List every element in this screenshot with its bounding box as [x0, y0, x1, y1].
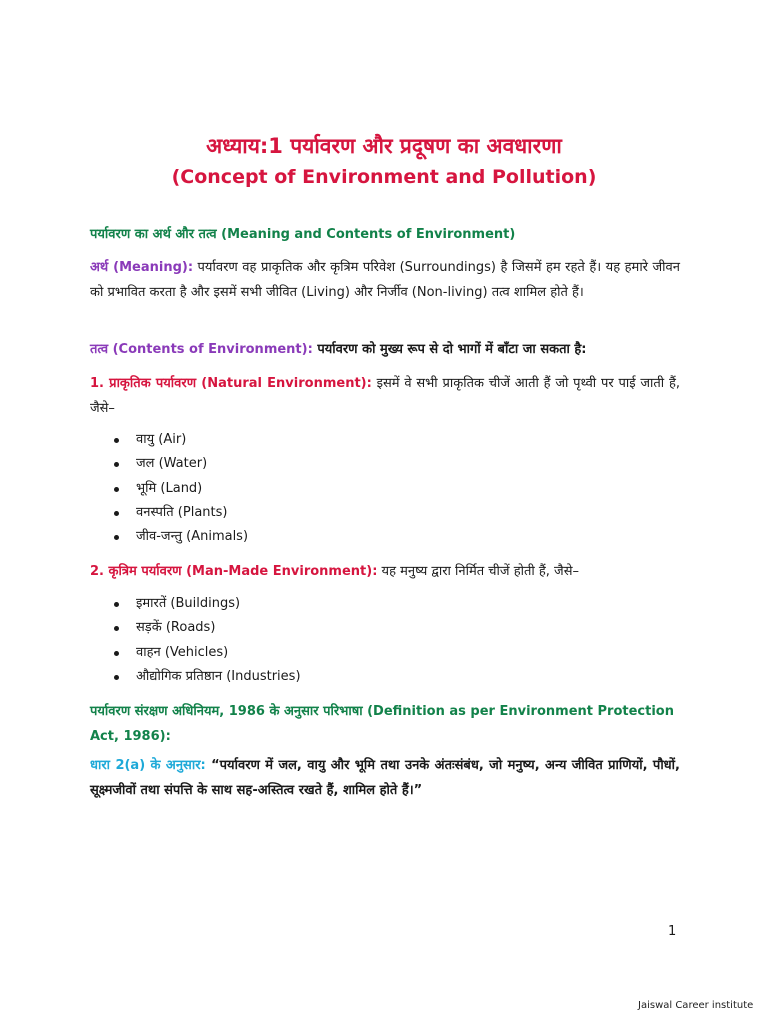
manmade-environment-paragraph	[90, 559, 680, 584]
manmade-environment-text: यह मनुष्य द्वारा निर्मित चीजें होती हैं, जैसे–	[377, 564, 579, 579]
natural-environment-list	[112, 428, 248, 549]
section-quote: “पर्यावरण में जल, वायु और भूमि तथा उनके अंतःसंबंध, जो मनुष्य, अन्य जीवित प्राणियों, पौधों, सूक्ष्मजीवों तथा संपत्ति के साथ सह-अस्तित्व रखते हैं, शामिल होते हैं।”	[90, 758, 680, 798]
page-number: 1	[668, 924, 677, 939]
list-item: जीव-जन्तु (Animals)	[112, 525, 248, 549]
contents-label: तत्व (Contents of Environment):	[90, 342, 313, 357]
list-item: वायु (Air)	[112, 428, 248, 452]
natural-environment-label: 1. प्राकृतिक पर्यावरण (Natural Environment):	[90, 376, 372, 391]
section-definition-paragraph	[90, 753, 680, 803]
list-item: वाहन (Vehicles)	[112, 641, 301, 665]
meaning-paragraph	[90, 255, 680, 305]
manmade-environment-label: 2. कृत्रिम पर्यावरण (Man-Made Environment):	[90, 564, 378, 579]
list-item: वनस्पति (Plants)	[112, 501, 248, 525]
chapter-title-hindi: अध्याय:1 पर्यावरण और प्रदूषण का अवधारणा	[206, 134, 562, 158]
manmade-environment-list	[112, 592, 301, 689]
list-item: इमारतें (Buildings)	[112, 592, 301, 616]
list-item: सड़कें (Roads)	[112, 616, 301, 640]
natural-environment-paragraph	[90, 371, 680, 421]
meaning-text: पर्यावरण वह प्राकृतिक और कृत्रिम परिवेश (Surroundings) है जिसमें हम रहते हैं। यह हमारे जीवन को प्रभावित करता है और इसमें सभी जीवित (Living) और निर्जीव (Non-living) तत्व शामिल होते हैं।	[90, 260, 680, 300]
section-label: धारा 2(a) के अनुसार:	[90, 758, 206, 773]
meaning-heading: पर्यावरण का अर्थ और तत्व (Meaning and Contents of Environment)	[90, 227, 516, 242]
contents-text: पर्यावरण को मुख्य रूप से दो भागों में बाँटा जा सकता है:	[312, 342, 587, 357]
list-item: औद्योगिक प्रतिष्ठान (Industries)	[112, 665, 301, 689]
list-item: जल (Water)	[112, 452, 248, 476]
meaning-label: अर्थ (Meaning):	[90, 260, 194, 275]
list-item: भूमि (Land)	[112, 477, 248, 501]
contents-paragraph	[90, 337, 680, 362]
natural-environment-text: इसमें वे सभी प्राकृतिक चीजें आती हैं जो पृथ्वी पर पाई जाती हैं, जैसे–	[90, 376, 680, 416]
footer-institute: Jaiswal Career institute	[638, 1000, 754, 1011]
act-definition-heading: पर्यावरण संरक्षण अधिनियम, 1986 के अनुसार परिभाषा (Definition as per Environment Protection Act, 1986):	[90, 704, 674, 744]
chapter-title-english: (Concept of Environment and Pollution)	[171, 166, 597, 188]
